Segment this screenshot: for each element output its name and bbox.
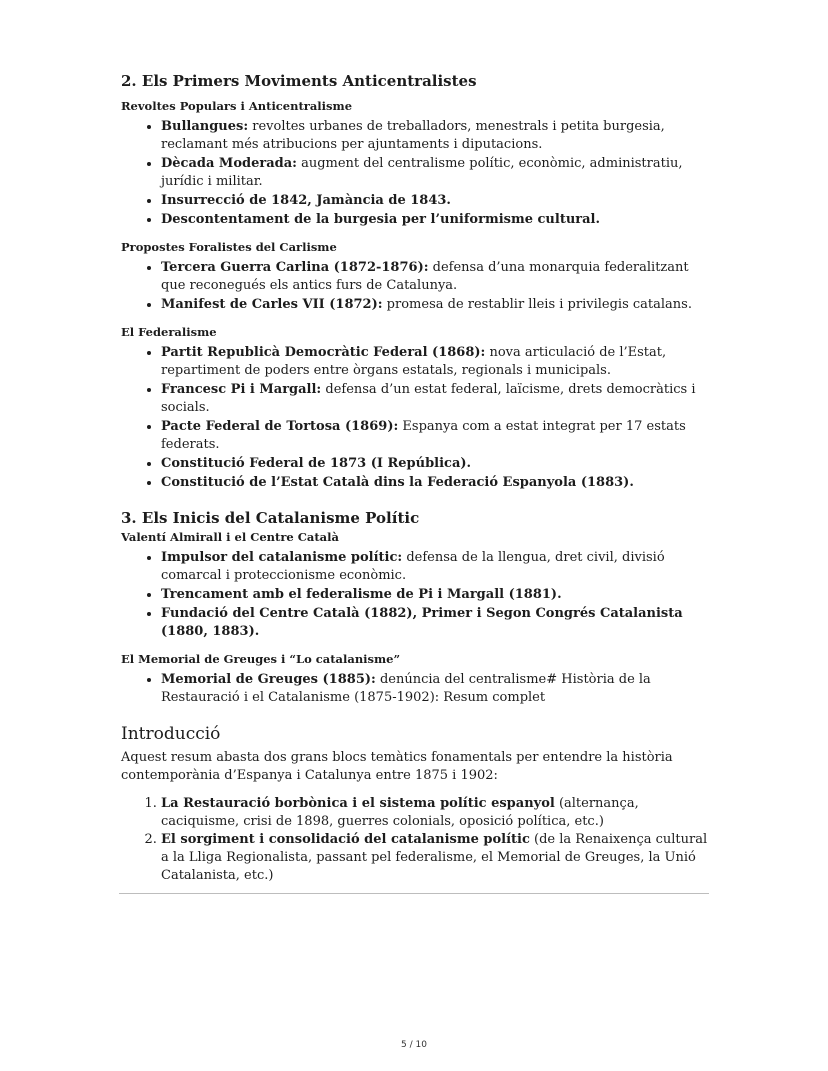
list-item: 2. El sorgiment i consolidació del catalanisme polític (de la Renaixença cultural a la Lliga Regionalista, passant pel federalisme, el Memorial de Greuges, la Unió Catalanista, etc.) <box>161 831 711 885</box>
list-carlisme <box>121 258 711 314</box>
list-item: • Impulsor del catalanisme polític: defensa de la llengua, dret civil, divisió comarcal i proteccionisme econòmic. <box>161 548 711 585</box>
list-item: • Manifest de Carles VII (1872): promesa de restablir lleis i privilegis catalans. <box>161 295 711 314</box>
list-item: • Fundació del Centre Català (1882), Primer i Segon Congrés Catalanista (1880, 1883). <box>161 604 711 641</box>
subheading-revoltes: Revoltes Populars i Anticentralisme <box>121 99 353 113</box>
list-item: • Constitució de l’Estat Català dins la Federació Espanyola (1883). <box>161 473 711 492</box>
horizontal-rule <box>119 893 709 894</box>
list-revoltes <box>121 117 711 229</box>
list-item: • Trencament amb el federalisme de Pi i Margall (1881). <box>161 585 711 604</box>
list-memorial <box>121 670 711 707</box>
intro-title: Introducció <box>121 724 221 744</box>
document-page <box>121 70 711 894</box>
subheading-almirall: Valentí Almirall i el Centre Català <box>121 530 339 544</box>
list-item: • Bullangues: revoltes urbanes de treballadors, menestrals i petita burgesia, reclamant més atribucions per ajuntaments i diputacions. <box>161 117 711 154</box>
intro-paragraph: Aquest resum abasta dos grans blocs temàtics fonamentals per entendre la història contemporània d’Espanya i Catalunya entre 1875 i 1902: <box>121 750 673 783</box>
list-almirall <box>121 548 711 641</box>
intro-list <box>121 795 711 885</box>
list-item: • Tercera Guerra Carlina (1872-1876): defensa d’una monarquia federalitzant que reconegués els antics furs de Catalunya. <box>161 258 711 295</box>
subheading-federalisme: El Federalisme <box>121 325 217 339</box>
list-item: • Insurrecció de 1842, Jamància de 1843. <box>161 191 711 210</box>
page-indicator: 5 / 10 <box>401 1040 427 1050</box>
list-item: • Memorial de Greuges (1885): denúncia del centralisme# Història de la Restauració i el Catalanisme (1875-1902): Resum complet <box>161 670 711 707</box>
subheading-memorial: El Memorial de Greuges i “Lo catalanisme” <box>121 652 401 666</box>
list-item: • Francesc Pi i Margall: defensa d’un estat federal, laïcisme, drets democràtics i socials. <box>161 380 711 417</box>
list-item: • Descontentament de la burgesia per l’uniformisme cultural. <box>161 210 711 229</box>
section-3-title: 3. Els Inicis del Catalanisme Polític <box>121 509 420 527</box>
list-item: • Dècada Moderada: augment del centralisme polític, econòmic, administratiu, jurídic i militar. <box>161 154 711 191</box>
list-item: • Pacte Federal de Tortosa (1869): Espanya com a estat integrat per 17 estats federats. <box>161 417 711 454</box>
subheading-carlisme: Propostes Foralistes del Carlisme <box>121 240 337 254</box>
list-item: • Constitució Federal de 1873 (I República). <box>161 454 711 473</box>
list-item: • Partit Republicà Democràtic Federal (1868): nova articulació de l’Estat, repartiment de poders entre òrgans estatals, regionals i municipals. <box>161 343 711 380</box>
list-item: 1. La Restauració borbònica i el sistema polític espanyol (alternança, caciquisme, crisi de 1898, guerres colonials, oposició política, etc.) <box>161 795 711 831</box>
list-federalisme <box>121 343 711 492</box>
section-2-title: 2. Els Primers Moviments Anticentralistes <box>121 72 477 90</box>
